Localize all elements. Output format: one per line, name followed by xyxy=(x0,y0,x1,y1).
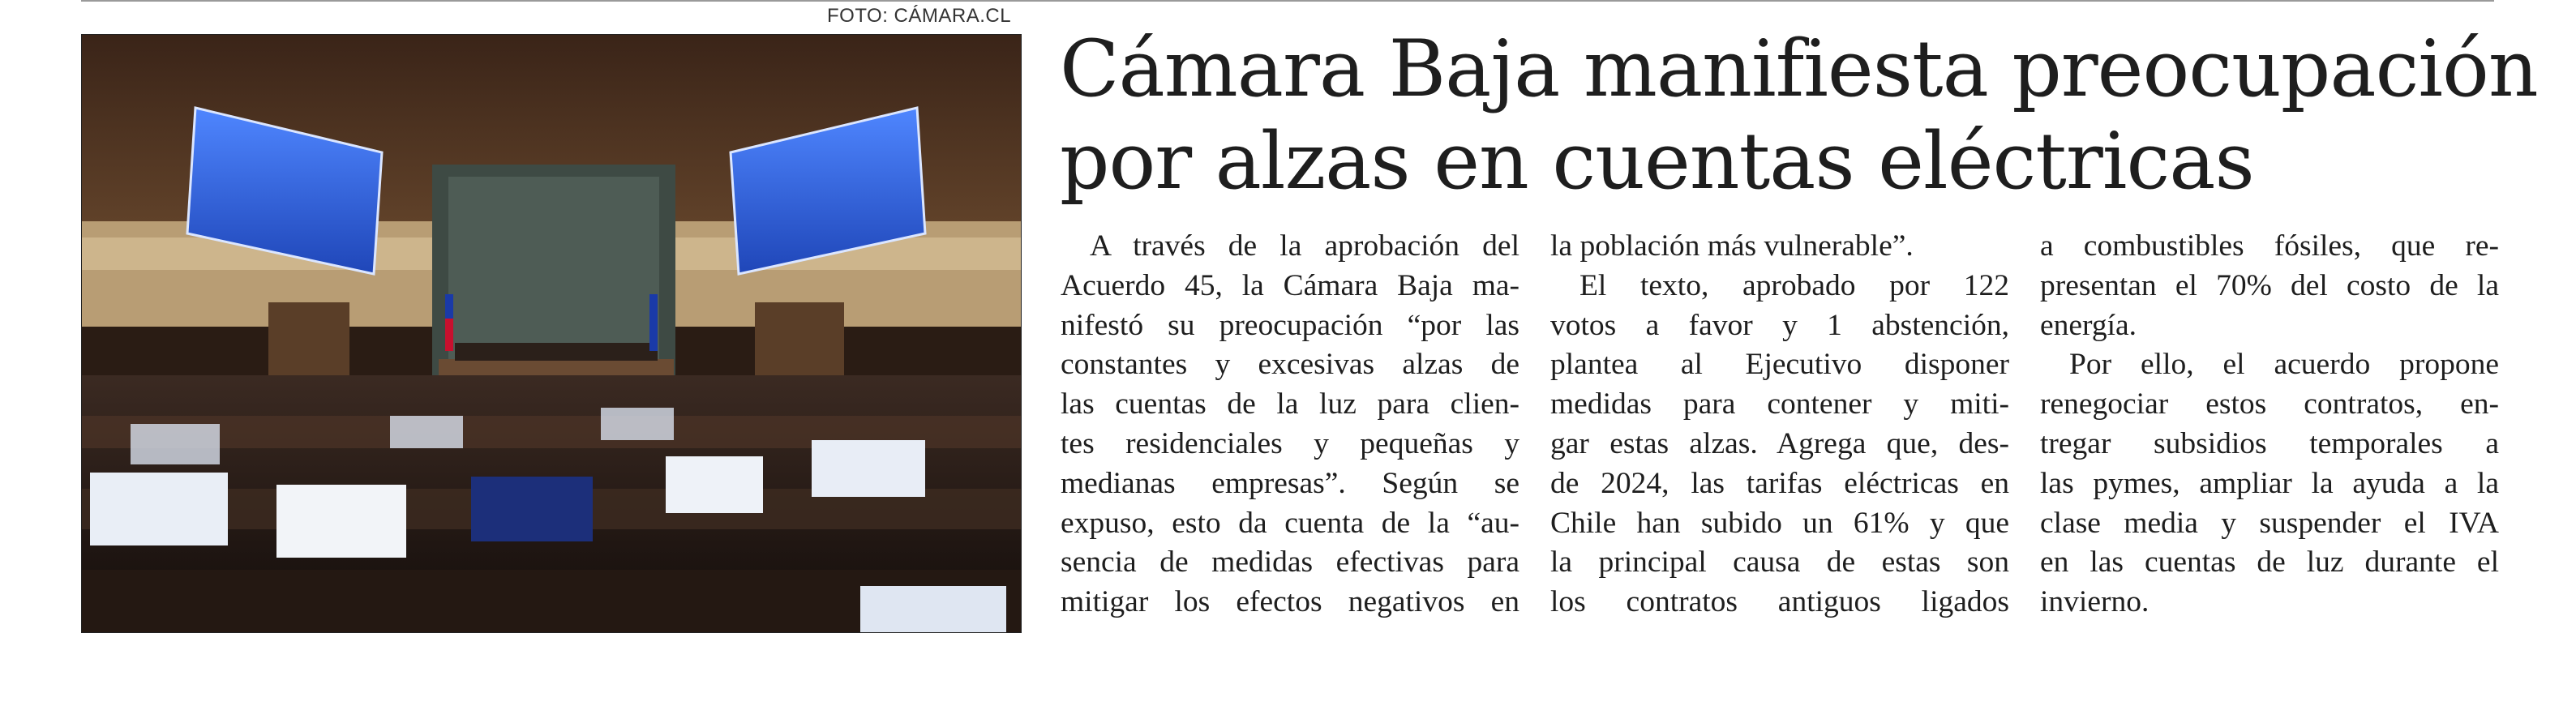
text-line: presentan el 70% del costo de la xyxy=(2040,268,2499,302)
text-line: mitigar los efectos negativos en xyxy=(1061,585,1519,619)
text-line: votos a favor y 1 abstención, xyxy=(1550,308,2009,342)
text-line: invierno. xyxy=(2040,585,2150,619)
text-line: expuso, esto da cuenta de la “au- xyxy=(1061,506,1519,540)
text-line: nifestó su preocupación “por las xyxy=(1061,308,1519,342)
text-line: A través de la aprobación del xyxy=(1090,229,1519,263)
text-line: las pymes, ampliar la ayuda a la xyxy=(2040,466,2499,500)
text-line: energía. xyxy=(2040,308,2137,342)
text-line: clase media y suspender el IVA xyxy=(2040,506,2499,540)
article-column-3 xyxy=(2040,227,2499,622)
text-line: los contratos antiguos ligados xyxy=(1550,585,2009,619)
text-line: la principal causa de estas son xyxy=(1550,545,2009,580)
text-line: renegociar estos contratos, en- xyxy=(2040,387,2499,421)
text-line: Por ello, el acuerdo propone xyxy=(2069,348,2499,382)
text-line: tes residenciales y pequeñas y xyxy=(1061,426,1519,460)
article-column-1 xyxy=(1061,227,1519,622)
headline-line: por alzas en cuentas eléctricas xyxy=(1060,116,2254,207)
text-line: Acuerdo 45, la Cámara Baja ma- xyxy=(1061,268,1519,302)
chamber-photo-illustration xyxy=(82,35,1021,632)
top-rule xyxy=(81,0,2494,2)
text-line: las cuentas de la luz para clien- xyxy=(1061,387,1519,421)
text-line: medidas para contener y miti- xyxy=(1550,387,2009,421)
photo-credit: FOTO: CÁMARA.CL xyxy=(827,5,1012,27)
headline-line: Cámara Baja manifiesta preocupación xyxy=(1060,24,2538,114)
text-line: a combustibles fósiles, que re- xyxy=(2040,229,2499,263)
text-line: en las cuentas de luz durante el xyxy=(2040,545,2499,580)
text-line: tregar subsidios temporales a xyxy=(2040,426,2499,460)
text-line: Chile han subido un 61% y que xyxy=(1550,506,2009,540)
text-line: la población más vulnerable”. xyxy=(1550,229,1914,263)
text-line: sencia de medidas efectivas para xyxy=(1061,545,1519,580)
text-line: medianas empresas”. Según se xyxy=(1061,466,1519,500)
text-line: de 2024, las tarifas eléctricas en xyxy=(1550,466,2009,500)
text-line: El texto, aprobado por 122 xyxy=(1579,268,2009,302)
text-line: constantes y excesivas alzas de xyxy=(1061,348,1519,382)
text-line: plantea al Ejecutivo disponer xyxy=(1550,348,2009,382)
headline xyxy=(1060,23,2538,207)
article-photo xyxy=(81,34,1022,633)
text-line: gar estas alzas. Agrega que, des- xyxy=(1550,426,2009,460)
article-column-2 xyxy=(1550,227,2009,622)
